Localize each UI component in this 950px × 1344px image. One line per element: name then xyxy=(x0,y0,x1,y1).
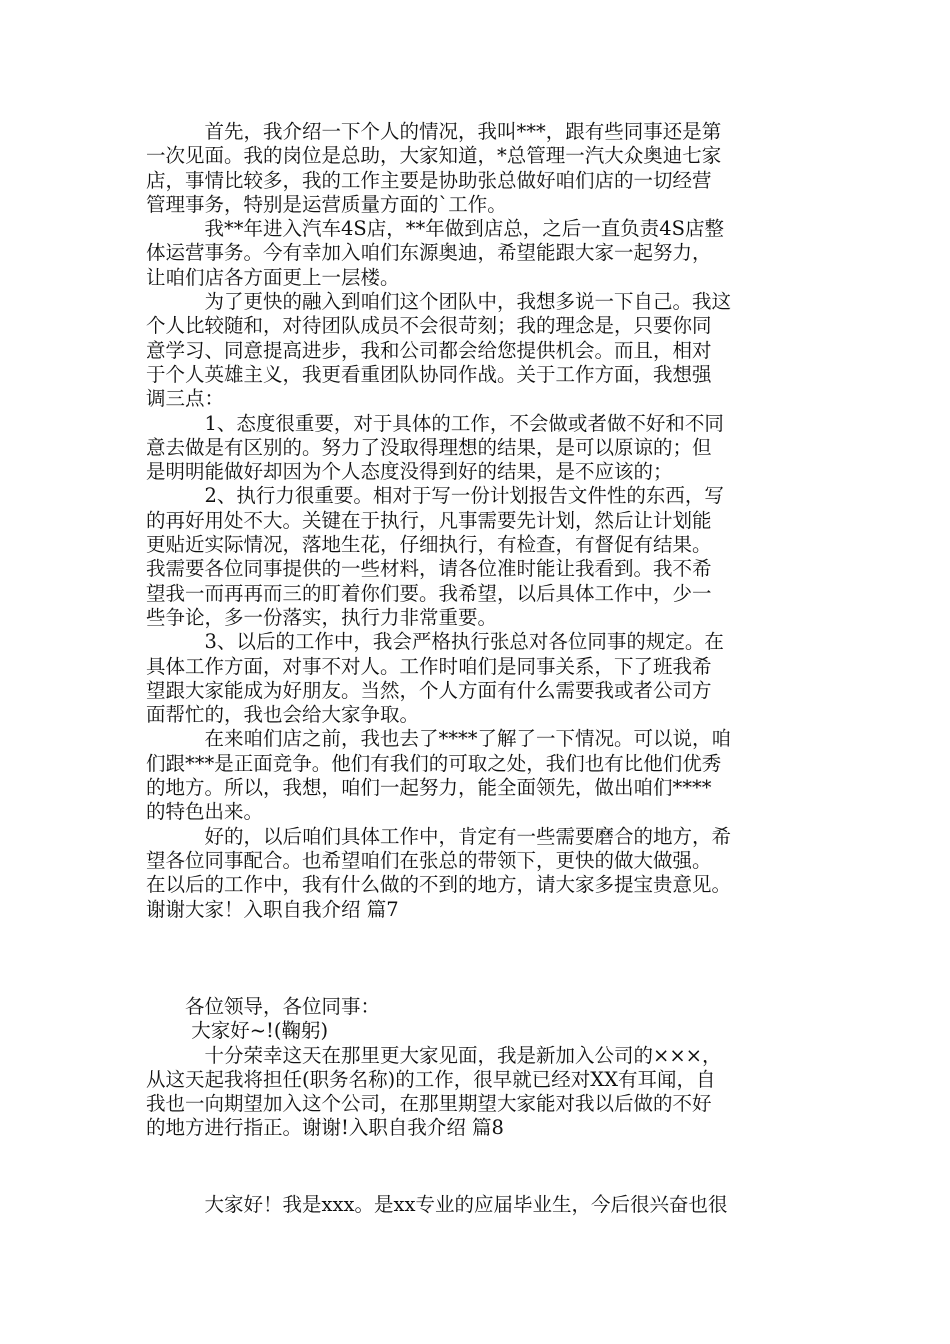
text-line: 大家好！我是xxx。是xx专业的应届毕业生，今后很兴奋也很 xyxy=(146,1193,728,1216)
text-line: 意学习、同意提高进步，我和公司都会给您提供机会。而且，相对 xyxy=(146,338,712,362)
text-line: 谢谢大家！入职自我介绍 篇7 xyxy=(146,897,399,921)
text-line: 们跟***是正面竞争。他们有我们的可取之处，我们也有比他们优秀 xyxy=(146,751,722,775)
text-line: 1、态度很重要，对于具体的工作，不会做或者做不好和不同 xyxy=(146,411,724,435)
text-line: 一次见面。我的岗位是总助，大家知道，*总管理一汽大众奥迪七家 xyxy=(146,144,722,168)
text-line: 面帮忙的，我也会给大家争取。 xyxy=(146,703,420,727)
text-line: 是明明能做好却因为个人态度没得到好的结果，是不应该的； xyxy=(146,460,673,484)
text-line: 我也一向期望加入这个公司，在那里期望大家能对我以后做的不好 xyxy=(146,1092,712,1116)
text-line: 的特色出来。 xyxy=(146,800,264,824)
text-line: 为了更快的融入到咱们这个团队中，我想多说一下自己。我这 xyxy=(146,290,732,314)
text-line: 体运营事务。今有幸加入咱们东源奥迪，希望能跟大家一起努力， xyxy=(146,241,712,265)
text-block-intro-7 xyxy=(146,120,826,922)
text-line: 的地方进行指正。谢谢!入职自我介绍 篇8 xyxy=(146,1116,504,1140)
text-line: 各位领导，各位同事： xyxy=(146,995,381,1018)
text-line: 的再好用处不大。关键在于执行，凡事需要先计划，然后让计划能 xyxy=(146,508,712,532)
text-block-intro-8 xyxy=(146,995,826,1141)
text-line: 我**年进入汽车4S店，**年做到店总，之后一直负责4S店整 xyxy=(146,217,725,241)
text-line: 好的，以后咱们具体工作中，肯定有一些需要磨合的地方，希 xyxy=(146,824,732,848)
text-line: 望跟大家能成为好朋友。当然，个人方面有什么需要我或者公司方 xyxy=(146,678,712,702)
text-line: 具体工作方面，对事不对人。工作时咱们是同事关系，下了班我希 xyxy=(146,654,712,678)
text-line: 2、执行力很重要。相对于写一份计划报告文件性的东西，写 xyxy=(146,484,724,508)
text-line: 在来咱们店之前，我也去了****了解了一下情况。可以说，咱 xyxy=(146,727,732,751)
text-line: 首先，我介绍一下个人的情况，我叫***，跟有些同事还是第 xyxy=(146,120,722,143)
text-line: 调三点： xyxy=(146,387,225,411)
text-block-intro-9 xyxy=(146,1193,826,1217)
text-line: 个人比较随和，对待团队成员不会很苛刻；我的理念是，只要你同 xyxy=(146,314,712,338)
text-line: 望各位同事配合。也希望咱们在张总的带领下，更快的做大做强。 xyxy=(146,848,712,872)
text-line: 十分荣幸这天在那里更大家见面，我是新加入公司的×××， xyxy=(146,1043,722,1067)
text-line: 我需要各位同事提供的一些材料，请各位准时能让我看到。我不希 xyxy=(146,557,712,581)
text-line: 3、以后的工作中，我会严格执行张总对各位同事的规定。在 xyxy=(146,630,724,654)
text-line: 让咱们店各方面更上一层楼。 xyxy=(146,265,400,289)
text-line: 于个人英雄主义，我更看重团队协同作战。关于工作方面，我想强 xyxy=(146,362,712,386)
text-line: 望我一而再再而三的盯着你们要。我希望，以后具体工作中，少一 xyxy=(146,581,712,605)
text-line: 管理事务，特别是运营质量方面的`工作。 xyxy=(146,192,507,216)
text-line: 意去做是有区别的。努力了没取得理想的结果，是可以原谅的；但 xyxy=(146,435,712,459)
text-line: 更贴近实际情况，落地生花，仔细执行，有检查，有督促有结果。 xyxy=(146,533,712,557)
text-line: 的地方。所以，我想，咱们一起努力，能全面领先，做出咱们**** xyxy=(146,776,712,800)
text-line: 在以后的工作中，我有什么做的不到的地方，请大家多提宝贵意见。 xyxy=(146,873,732,897)
text-line: 从这天起我将担任(职务名称)的工作，很早就已经对XX有耳闻，自 xyxy=(146,1067,716,1091)
text-line: 店，事情比较多，我的工作主要是协助张总做好咱们店的一切经营 xyxy=(146,168,712,192)
text-line: 大家好~!(鞠躬) xyxy=(146,1019,329,1043)
text-line: 些争论，多一份落实，执行力非常重要。 xyxy=(146,605,498,629)
